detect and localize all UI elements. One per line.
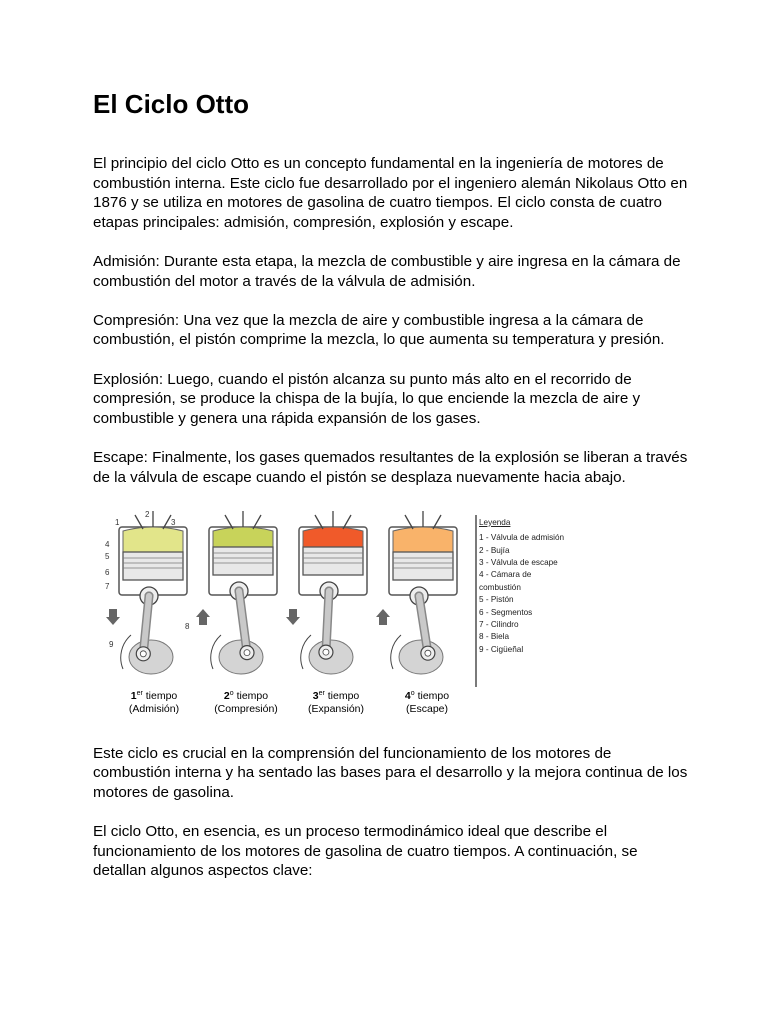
stroke-name: (Expansión) [307,702,365,715]
stroke-ordinal: o [229,689,234,697]
piston-direction-arrow [106,609,120,625]
stroke-caption-1 [109,687,199,716]
otto-cycle-figure [101,507,565,722]
crank-pin-hole [323,649,329,655]
crank-pin-hole [425,650,431,656]
legend-item: 5 - Pistón [479,595,514,605]
combustion-chamber [303,527,363,547]
stroke-caption-3 [291,687,381,716]
part-number-label: 2 [145,509,150,519]
legend-item: 4 - Cámara de combustión [479,570,532,592]
piston-direction-arrow [376,609,390,625]
stroke-word: tiempo [145,689,178,702]
stroke-name: (Admisión) [128,702,180,715]
piston [213,547,273,575]
stroke-number: 4 [404,689,411,702]
connecting-rod-inner [326,591,329,652]
engine-stroke-4 [376,511,457,674]
combustion-chamber [213,527,273,547]
page-title: El Ciclo Otto [93,89,249,119]
stroke-caption-2 [201,687,291,716]
stroke-word: tiempo [236,689,269,702]
part-number-label: 3 [171,517,176,527]
crank-pin-hole [140,650,146,656]
stroke-word: tiempo [417,689,450,702]
legend-item: 2 - Bujía [479,545,510,555]
stroke-ordinal: o [410,689,415,697]
engine-stroke-1 [106,511,187,674]
legend-item: 8 - Biela [479,632,510,642]
piston [123,552,183,580]
stroke-ordinal: er [136,689,143,697]
combustion-chamber [393,527,453,552]
legend-item: 6 - Segmentos [479,607,533,617]
piston-direction-arrow [286,609,300,625]
piston [393,552,453,580]
part-number-label: 8 [185,621,190,631]
stroke-caption-4 [382,687,472,716]
admission-paragraph: Admisión: Durante esta etapa, la mezcla de combustible y aire ingresa en la cámara de combustión del motor a través de la válvula de admisión. [93,252,681,290]
engine-stroke-2 [196,511,277,674]
crank-pin-hole [244,649,250,655]
figure-legend [479,517,569,656]
stroke-number: 3 [312,689,319,702]
stroke-name: (Compresión) [214,702,278,715]
part-number-label: 9 [109,639,114,649]
legend-title: Leyenda [479,517,511,527]
explosion-paragraph: Explosión: Luego, cuando el pistón alcanza su punto más alto en el recorrido de compresión, se produce la chispa de la bujía, lo que enciende la mezcla de aire y combustible y genera una rápida expansión de los gases. [93,370,641,427]
part-number-label: 5 [105,551,110,561]
stroke-number: 2 [223,689,230,702]
stroke-number: 1 [130,689,137,702]
part-number-label: 1 [115,517,120,527]
part-number-label: 6 [105,567,110,577]
stroke-ordinal: er [318,689,325,697]
stroke-name: (Escape) [405,702,448,715]
conclusion-paragraph: Este ciclo es crucial en la comprensión del funcionamiento de los motores de combustión interna y ha sentado las bases para el desarrollo y la mejora continua de los motores de gasolina. [93,744,688,801]
piston [303,547,363,575]
crankshaft-counterweight [129,640,173,674]
engine-stroke-3 [286,511,367,674]
compression-paragraph: Compresión: Una vez que la mezcla de aire y combustible ingresa a la cámara de combustión, el pistón comprime la mezcla, lo que aumenta su temperatura y presión. [93,311,665,349]
stroke-word: tiempo [327,689,360,702]
legend-item: 1 - Válvula de admisión [479,533,565,543]
legend-item: 3 - Válvula de escape [479,557,558,567]
crankshaft-counterweight [399,640,443,674]
details-paragraph: El ciclo Otto, en esencia, es un proceso termodinámico ideal que describe el funcionamiento de los motores de gasolina de cuatro tiempos. A continuación, se detallan algunos aspectos clave: [93,823,638,880]
piston-direction-arrow [196,609,210,625]
document-page [93,88,693,900]
legend-item: 7 - Cilindro [479,619,519,629]
combustion-chamber [123,527,183,552]
part-number-label: 4 [105,539,110,549]
legend-item: 9 - Cigüeñal [479,644,524,654]
part-number-label: 7 [105,581,110,591]
exhaust-paragraph: Escape: Finalmente, los gases quemados resultantes de la explosión se liberan a través de la válvula de escape cuando el pistón se desplaza nuevamente hacia abajo. [93,448,688,486]
intro-paragraph: El principio del ciclo Otto es un concepto fundamental en la ingeniería de motores de combustión interna. Este ciclo fue desarrollado por el ingeniero alemán Nikolaus Otto en 1876 y se utiliza en motores de gasolina de cuatro tiempos. El ciclo consta de cuatro etapas principales: admisión, compresión, explosión y escape. [93,155,688,231]
